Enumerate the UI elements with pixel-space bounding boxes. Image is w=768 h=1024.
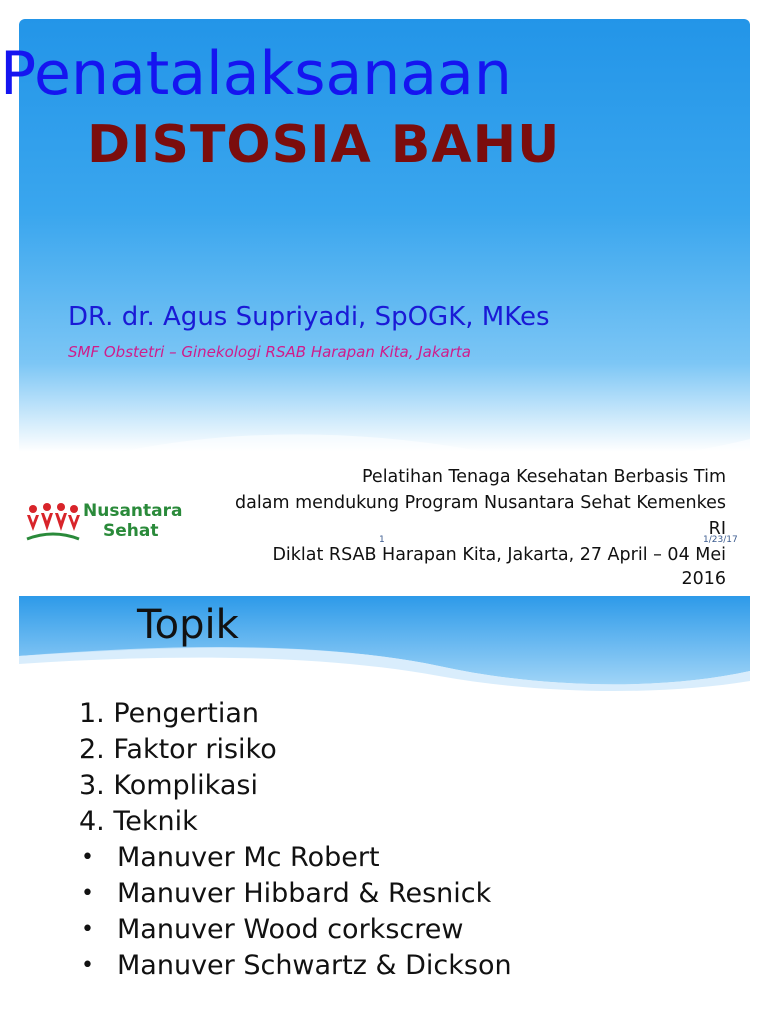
slide-pre-title: Penatalaksanaan (0, 39, 512, 109)
event-line-4: Diklat RSAB Harapan Kita, Jakarta, 27 April – 04 Mei (272, 545, 726, 565)
slide-heading: Topik (137, 602, 239, 648)
nusantara-sehat-logo (25, 499, 183, 549)
list-item: 3. Komplikasi (79, 770, 258, 801)
event-line-5: 2016 (681, 569, 726, 589)
logo-text-sehat: Sehat (103, 521, 159, 541)
header-wave (19, 596, 750, 696)
topic-list (79, 696, 512, 984)
logo-text-nusantara: Nusantara (83, 501, 183, 521)
sub-list-item: • Manuver Schwartz & Dickson (81, 950, 512, 981)
event-line-3: RI (708, 519, 726, 539)
slide-title: DISTOSIA BAHU (87, 115, 561, 175)
sub-list-item: • Manuver Hibbard & Resnick (81, 878, 492, 909)
event-line-2: dalam mendukung Program Nusantara Sehat Kemenkes (235, 493, 726, 513)
sub-list-item: • Manuver Mc Robert (81, 842, 380, 873)
slide-date: 1/23/17 (703, 535, 738, 545)
sub-topic-list (79, 840, 512, 984)
author-name: DR. dr. Agus Supriyadi, SpOGK, MKes (68, 302, 550, 332)
sub-list-item: • Manuver Wood corkscrew (81, 914, 464, 945)
list-item: 1. Pengertian (79, 698, 259, 729)
people-logo-icon (25, 501, 81, 545)
author-affiliation: SMF Obstetri – Ginekologi RSAB Harapan Kita, Jakarta (68, 343, 471, 361)
event-line-1: Pelatihan Tenaga Kesehatan Berbasis Tim (362, 467, 726, 487)
topics-slide (19, 596, 750, 1024)
list-item: 2. Faktor risiko (79, 734, 277, 765)
list-item: 4. Teknik • Manuver Mc Robert • Manuver Hibbard & Resnick • Manuver Wood corkscrew • Manuver Schwartz & Dickson (79, 804, 512, 984)
slide-number: 1 (379, 535, 385, 545)
